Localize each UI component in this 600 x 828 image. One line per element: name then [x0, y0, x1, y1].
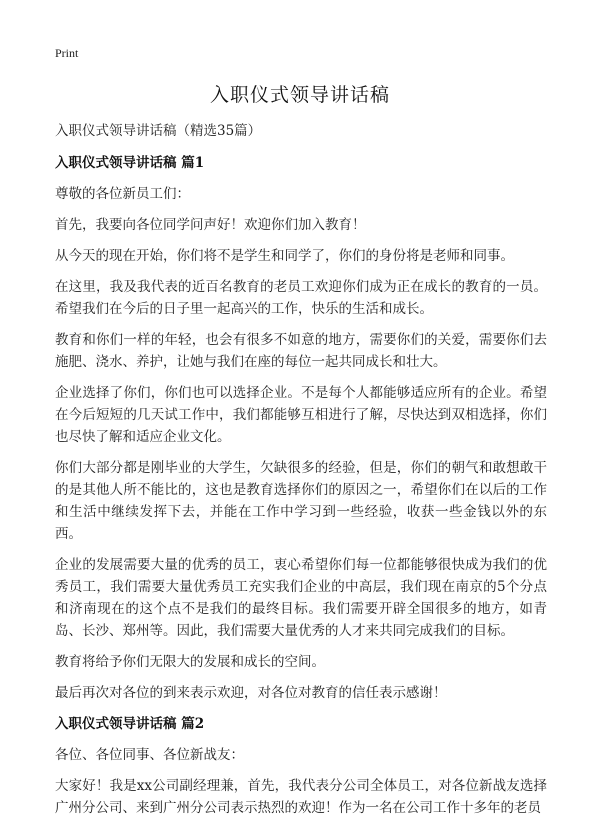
paragraph: 大家好！我是xx公司副经理兼，首先，我代表分公司全体员工，对各位新战友选择广州分公司、来到广州分公司表示热烈的欢迎！作为一名在公司工作十多年的老员: [55, 778, 547, 816]
section-heading: 入职仪式领导讲话稿 篇2: [55, 716, 205, 732]
paragraph: 从今天的现在开始，你们将不是学生和同学了，你们的身份将是老师和同事。: [55, 248, 514, 264]
print-link[interactable]: Print: [55, 46, 79, 60]
paragraph: 尊敬的各位新员工们：: [55, 186, 190, 202]
document-subtitle: 入职仪式领导讲话稿（精选35篇）: [55, 123, 262, 139]
paragraph: 你们大部分都是刚毕业的大学生，欠缺很多的经验，但是，你们的朝气和敢想敢干的是其他人所不能比的，这也是教育选择你们的原因之一，希望你们在以后的工作和生活中继续发挥下去，并能在工作中学习到一些经验，收获一些金钱以外的东西。: [55, 460, 547, 542]
page-title: 入职仪式领导讲话稿: [209, 84, 390, 106]
paragraph: 教育和你们一样的年轻，也会有很多不如意的地方，需要你们的关爱，需要你们去施肥、浇水、养护，让她与我们在座的每位一起共同成长和壮大。: [55, 332, 547, 370]
paragraph: 教育将给予你们无限大的发展和成长的空间。: [55, 654, 325, 670]
document-body: [55, 120, 547, 828]
section-heading: 入职仪式领导讲话稿 篇1: [55, 155, 205, 171]
paragraph: 首先，我要向各位同学问声好！欢迎你们加入教育！: [55, 217, 366, 233]
paragraph: 企业选择了你们，你们也可以选择企业。不是每个人都能够适应所有的企业。希望在今后短短的几天试工作中，我们都能够互相进行了解，尽快达到双相选择，你们也尽快了解和适应企业文化。: [55, 385, 547, 445]
paragraph: 在这里，我及我代表的近百名教育的老员工欢迎你们成为正在成长的教育的一员。希望我们在今后的日子里一起高兴的工作，快乐的生活和成长。: [55, 279, 547, 317]
paragraph: 各位、各位同事、各位新战友：: [55, 747, 244, 763]
paragraph: 最后再次对各位的到来表示欢迎，对各位对教育的信任表示感谢！: [55, 685, 447, 701]
paragraph: 企业的发展需要大量的优秀的员工，衷心希望你们每一位都能够很快成为我们的优秀员工，我们需要大量优秀员工充实我们企业的中高层，我们现在南京的5个分点和济南现在的这个点不是我们的最终目标。我们需要开辟全国很多的地方，如青岛、长沙、郑州等。因此，我们需要大量优秀的人才来共同完成我们的目标。: [55, 557, 547, 639]
